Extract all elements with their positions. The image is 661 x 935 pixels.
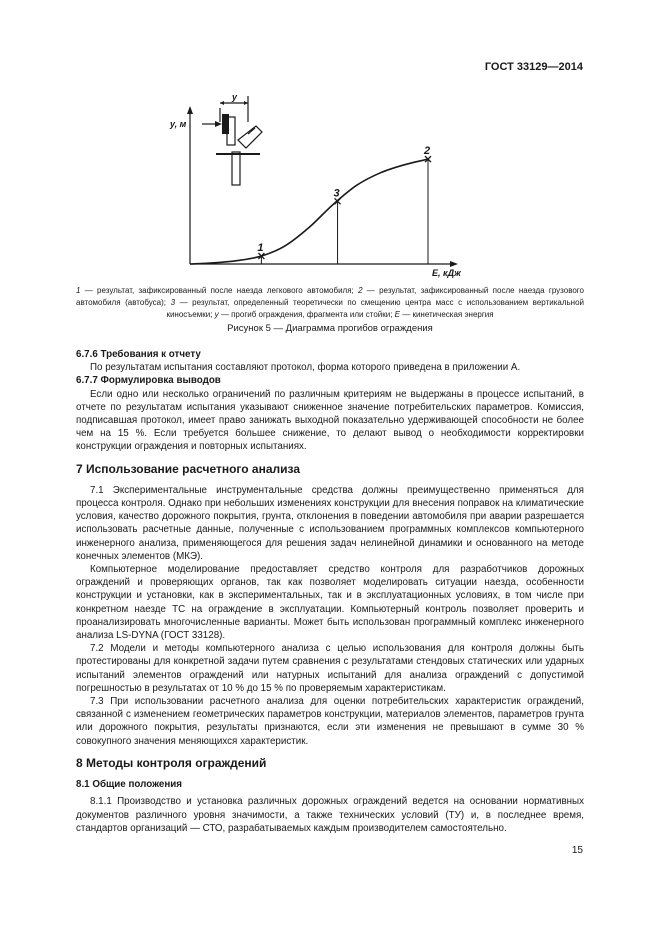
paragraph-6-7-7: Если одно или несколько ограничений по различным критериям не выдержаны в процессе испытаний, в отчете по результатам испытания указывают сниженное значение потребительских параметров. Комиссия, подписавшая протокол, имеет право занижать выходной показательно удерживающей способности не более чем на 15 %. Если требуется большее снижение, то делают вывод о необходимости корректировки конструкции ограждения и повторных испытаниях. [76,388,584,453]
section-7-title: 7 Использование расчетного анализа [76,461,300,476]
document-code: ГОСТ 33129—2014 [484,61,583,73]
page-number: 15 [571,845,583,856]
paragraph-7-1-b: Компьютерное моделирование предоставляет средство контроля для разработчиков дорожных ограждений и проверяющих органов, так как позволяет моделировать ситуации наезда, особенности конструкции и установки, как в экспериментальных, так и в эксплуатационных условиях, в том числе при конкретном наезде ТС на ограждение в эксплуатации. Компьютерный контроль позволяет проверить и проанализировать многочисленные варианты. Может быть использован программный комплекс инженерного анализа LS-DYNA (ГОСТ 33128). [76,564,584,642]
legend-symbol-y: у [214,310,219,319]
x-axis-arrow [450,261,458,267]
inset-y-label: y [232,92,238,102]
legend-number-1: 1 [76,286,81,295]
legend-number-2: 2 [358,286,363,295]
legend-text-1: — результат, зафиксированный после наезда легкового автомобиля; [80,286,359,295]
point-label-2: 2 [424,145,431,158]
legend-text-3: — результат, определенный теоретически по смещению центра масс с использованием вертикальной киносъемки; [166,298,584,319]
paragraph-6-7-6: По результатам испытания составляют протокол, форма которого приведена в приложении А. [90,362,521,374]
paragraph-7-2: 7.2 Модели и методы компьютерного анализа с целью использования для контроля должны быть протестированы для конкретной задачи путем сравнения с результатами стендовых статических или ударных испытаний элементов ограждений или натурных испытаний для анализа ограждений с допустимой погрешностью в результатах от 10 % до 15 % по проверяемым характеристикам. [76,643,584,694]
y-axis-arrow [187,106,193,114]
legend-number-3: 3 [170,298,176,307]
legend-text-y: — прогиб ограждения, фрагмента или стойки; [218,310,395,319]
legend-text-2: — результат, зафиксированный после наезда грузового автомобиля (автобуса); [76,286,584,307]
paragraph-7-1: 7.1 Экспериментальные инструментальные средства должны преимущественно применяться для процесса контроля. Однако при небольших изменениях конструкции для внесения поправок на климатические условия, качество дорожного покрытия, грунта, отклонения в поведении автомобиля при аварии разрешается использовать расчетные данные, полученные с использованием программных комплексов компьютерного инженерного анализа, применяющегося для решения задач нелинейной динамики и основанного на методе конечных элементов (МКЭ). [76,484,584,562]
point-label-1: 1 [257,242,264,255]
heading-6-7-7: 6.7.7 Формулировка выводов [76,375,221,387]
figure-legend [76,285,584,321]
paragraph-7-3: 7.3 При использовании расчетного анализа для оценки потребительских характеристик ограждений, связанной с изменением геометрических параметров конструкции, материалов элементов, параметров грунта или дорожного покрытия, результаты признаются, если эти изменения не превышают в сумме 30 % совокупного значения меняющихся характеристик. [76,696,584,747]
heading-6-7-6: 6.7.6 Требования к отчету [76,349,201,360]
legend-text-e: — кинетическая энергия [400,310,494,319]
y-axis-label: y, м [170,119,187,129]
deflection-curve [190,159,428,264]
deflection-chart [160,92,480,282]
x-axis-label: E, кДж [432,268,461,278]
figure-caption: Рисунок 5 — Диаграмма прогибов ограждения [227,323,433,334]
document-body [76,348,584,835]
paragraph-8-1-1: 8.1.1 Производство и установка различных дорожных ограждений ведется на основании нормативных документов различного уровня значимости, а также технических условий (ТУ) и, в последнее время, стандартов организаций — СТО, разрабатываемых каждым производителем самостоятельно. [76,796,584,834]
legend-symbol-e: Е [394,310,400,319]
point-label-3: 3 [333,187,340,200]
section-8-title: 8 Методы контроля ограждений [76,755,267,770]
barrier-sketch [202,96,262,185]
heading-8-1: 8.1 Общие положения [76,779,183,791]
